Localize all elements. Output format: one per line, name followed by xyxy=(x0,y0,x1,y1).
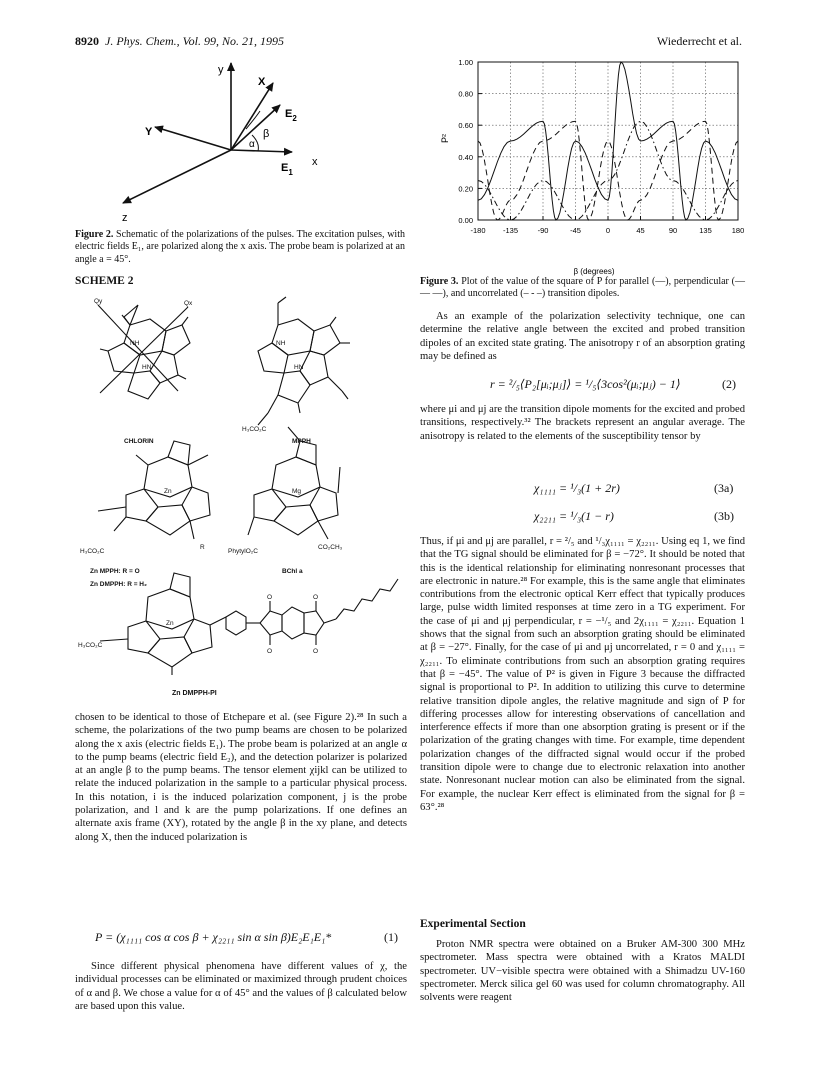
label-Y: Y xyxy=(145,126,153,138)
equation-1: P = (χ₁₁₁₁ cos α cos β + χ₂₂₁₁ sin α sin β)E₂E₁E₁* xyxy=(95,930,332,944)
journal-citation: J. Phys. Chem., Vol. 99, No. 21, 1995 xyxy=(105,34,284,48)
label-y: y xyxy=(218,64,224,76)
chlorin-label: CHLORIN xyxy=(124,438,154,445)
right-paragraph-4: Proton NMR spectra were obtained on a Bruker AM-300 300 MHz spectrometer. Mass spectra were obtained with a Kratos MALDI spectrometer. UV−visible spectra were obtained with a Shimadzu UV-160 spectrometer. Merck silica gel 60 was used for column chromatography. All solvents were reagent xyxy=(420,939,745,1004)
figure-3-caption: Figure 3. Plot of the value of the square of P for parallel (—), perpendicular (— — —), and uncorrelated (– - –) transition dipoles. xyxy=(420,276,746,300)
scheme-2-structures xyxy=(78,295,408,675)
x-tick-label: 135 xyxy=(699,226,712,235)
zn-mpph-h3co2c: H₃CO₂C xyxy=(80,548,105,555)
y-tick-label: 0.20 xyxy=(458,184,473,194)
mpph-label: MPPH xyxy=(292,438,311,445)
y-tick-label: 0.60 xyxy=(458,121,473,131)
label-x: x xyxy=(312,156,318,168)
zn-dmpph-label: Zn DMPPH: R = H₂ xyxy=(90,581,147,588)
zn-mpph-structure xyxy=(98,441,210,539)
y-tick-label: 0.40 xyxy=(458,152,473,162)
y-tick-label: 0.00 xyxy=(458,216,473,225)
imide-o1: O xyxy=(267,594,273,601)
mpph-structure xyxy=(258,297,350,425)
equation-3a: χ₁₁₁₁ = ¹/₃(1 + 2r) xyxy=(534,481,620,495)
figure-2-caption: Figure 2. Schematic of the polarizations of the pulses. The excitation pulses, with electric fields E₁, are polarized along the x axis. The probe beam is polarized at an angle a = 45°. xyxy=(75,229,405,265)
y-tick-label: 0.80 xyxy=(458,89,473,99)
x-tick-label: -45 xyxy=(570,226,581,235)
zn-mpph-r: R xyxy=(200,544,205,551)
equation-3b: χ₂₂₁₁ = ¹/₃(1 − r) xyxy=(534,509,614,523)
chart-ylabel: P² xyxy=(440,134,450,143)
bchla-mg: Mg xyxy=(292,488,302,495)
chlorin-qx: Qx xyxy=(184,300,193,307)
chart-xlabel: β (degrees) xyxy=(573,267,615,276)
mpph-nh: NH xyxy=(276,340,286,347)
bchla-phytylo2c: PhytylO₂C xyxy=(228,548,258,555)
right-paragraph-3: Thus, if μi and μj are parallel, r = ²/₅ and ¹/₃χ₁₁₁₁ = χ₂₂₁₁. Using eq 1, we find that the TG signal should be eliminated for β = −72°. It should be noted that this is the identical relationship for eliminating nonresonant processes that are electronic in nature.²⁸ For example, this is the same angle that eliminates contributions from the electronic optical Kerr effect that typically produces large, pulse width limited responses at time zero in a TG experiment. For the case of μi and μj perpendicular, r = −¹/₅ and 2χ₁₁₁₁ = χ₂₂₁₁. Equation 1 shows that the signal from such an absorption grating should be eliminated at β = −27°. Finally, for the case of μi and μj uncorrelated, r = 0 and χ₁₁₁₁ = χ₂₂₁₁. To eliminate contributions from such an absorption grating requires that β = −45°. The value of P² is given in Figure 3 because the diffracted signal is proportional to P². In addition to utilizing this curve to determine relative transition dipole angles, the relative magnitude and sign of P for differing processes allow for interesting observations of cancellation and interference effects if more than one absorption grating is present or if the polarization of the grating changes with time. For example, time dependent polarization changes of the diffracted signal would occur if the probed transition dipole were to change due to electronic relaxation into another state. Nonresonant nuclear motion can also be eliminated from the signal. For example, the nuclear Kerr effect is eliminated from the signal for β = 63°.²⁸ xyxy=(420,536,745,813)
equation-2-number: (2) xyxy=(722,377,736,391)
label-E1: $E_1$ xyxy=(281,162,293,177)
bchla-co2ch3: CO₂CH₃ xyxy=(318,544,343,551)
label-z: z xyxy=(122,212,128,224)
header-authors: Wiederrecht et al. xyxy=(656,34,742,48)
label-E2: $E_2$ xyxy=(285,108,297,123)
x-tick-label: -90 xyxy=(537,226,549,235)
page-number: 8920 xyxy=(75,34,99,48)
right-paragraph-1: As an example of the polarization selectivity technique, one can determine the relative angle between the excited and probed transition dipoles of an excited state grating. The anisotropy r of an absorption grating may be defined as xyxy=(420,311,745,362)
zn-dmpph-pi-h3co2c: H₃CO₂C xyxy=(78,642,103,649)
equation-2: r = ²/₅⟨P₂[μᵢ;μⱼ]⟩ = ¹/₅⟨3cos²(μᵢ;μⱼ) − 1⟩ xyxy=(490,377,681,391)
right-paragraph-2: where μi and μj are the transition dipole moments for the excited and probed transitions, respectively.³² The brackets represent an angular average. The anisotropy is related to the elements of the susceptibility tensor by xyxy=(420,404,745,442)
equation-3b-number: (3b) xyxy=(714,509,734,523)
x-tick-label: 0 xyxy=(605,226,611,235)
x-tick-label: -180 xyxy=(470,226,486,235)
label-beta: β xyxy=(263,128,270,140)
zn-dmpph-pi-label: Zn DMPPH-PI xyxy=(172,690,217,697)
x-tick-label: 45 xyxy=(636,226,645,235)
chlorin-structure xyxy=(98,305,190,399)
experimental-section-heading: Experimental Section xyxy=(420,918,526,930)
zn-mpph-zn: Zn xyxy=(164,488,172,495)
imide-o2: O xyxy=(267,648,273,655)
left-paragraph-2: Since different physical phenomena have different values of χ, the individual processes can be eliminated or maximized through prudent choices of α and β. We chose a value for α of 45° and the values of β calculated below are based upon this value. xyxy=(75,961,407,1012)
chlorin-hn: HN xyxy=(142,364,152,371)
left-paragraph-1: chosen to be identical to those of Etchepare et al. (see Figure 2).²⁸ In such a scheme, the polarizations of the two pump beams are chosen to be polarized along the x axis (electric fields E₁). The probe beam is polarized at an angle α to the pump beams (electric field E₂), and the detection polarizer is polarized at an angle β to the pump beams. The tensor element χijkl can be utilized to relate the induced polarization in the sample to a particular physical process. In this notation, i is the induced polarization component, j is the probe polarization, and l and k are the pump polarizations. If one defines an alternate axis frame (XY), rotated by the angle β in the xy plane, and detects along X, then the induced polarization is xyxy=(75,712,407,843)
label-alpha: α xyxy=(249,139,255,150)
mpph-hn: HN xyxy=(294,364,304,371)
figure-3-chart xyxy=(420,48,750,278)
x-tick-label: 180 xyxy=(731,226,745,235)
imide-o4: O xyxy=(313,648,319,655)
bchla-label: BChl a xyxy=(282,568,303,575)
chlorin-qy: Qy xyxy=(94,298,103,305)
equation-3a-number: (3a) xyxy=(714,481,734,495)
chlorin-nh: NH xyxy=(130,340,140,347)
mpph-h3co2c: H₃CO₂C xyxy=(242,426,267,433)
figure-2-diagram xyxy=(100,55,360,225)
x-tick-label: -135 xyxy=(502,226,519,235)
zn-dmpph-pi-zn: Zn xyxy=(166,620,174,627)
label-X: X xyxy=(258,76,266,88)
imide-o3: O xyxy=(313,594,319,601)
y-tick-label: 1.00 xyxy=(458,58,473,67)
zn-dmpph-pi-structure xyxy=(100,573,398,675)
equation-1-number: (1) xyxy=(384,930,398,944)
zn-mpph-label: Zn MPPH: R = O xyxy=(90,568,140,575)
x-tick-label: 90 xyxy=(668,226,678,235)
scheme-2-title: SCHEME 2 xyxy=(75,275,134,287)
running-header xyxy=(75,34,284,49)
